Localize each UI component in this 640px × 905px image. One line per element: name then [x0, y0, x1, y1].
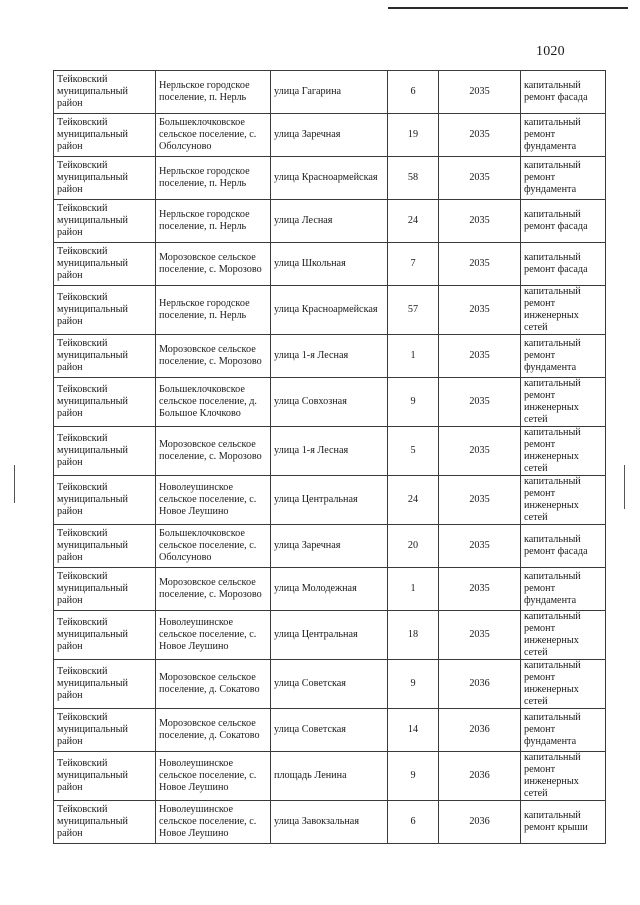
planned-year-cell: 2035 — [439, 476, 521, 525]
work-type-cell: капитальный ремонт инженерных сетей — [521, 611, 606, 660]
district-cell: Тейковский муниципальный район — [54, 752, 156, 801]
table-row — [54, 801, 606, 844]
work-type-cell: капитальный ремонт инженерных сетей — [521, 660, 606, 709]
house-number-cell: 9 — [388, 752, 439, 801]
house-number-cell: 24 — [388, 200, 439, 243]
work-type-cell: капитальный ремонт фасада — [521, 71, 606, 114]
work-type-cell: капитальный ремонт фундамента — [521, 709, 606, 752]
table-row — [54, 378, 606, 427]
planned-year-cell: 2036 — [439, 709, 521, 752]
work-type-cell: капитальный ремонт инженерных сетей — [521, 476, 606, 525]
street-cell: улица Молодежная — [271, 568, 388, 611]
district-cell: Тейковский муниципальный район — [54, 660, 156, 709]
house-number-cell: 20 — [388, 525, 439, 568]
district-cell: Тейковский муниципальный район — [54, 476, 156, 525]
table-row — [54, 286, 606, 335]
settlement-cell: Большеклочковское сельское поселение, с. Оболсуново — [156, 114, 271, 157]
street-cell: улица Заречная — [271, 525, 388, 568]
street-cell: улица Гагарина — [271, 71, 388, 114]
house-number-cell: 6 — [388, 801, 439, 844]
right-margin-mark — [624, 465, 625, 509]
table-row — [54, 752, 606, 801]
house-number-cell: 18 — [388, 611, 439, 660]
district-cell: Тейковский муниципальный район — [54, 71, 156, 114]
table-row — [54, 709, 606, 752]
street-cell: улица Школьная — [271, 243, 388, 286]
table-row — [54, 476, 606, 525]
district-cell: Тейковский муниципальный район — [54, 378, 156, 427]
district-cell: Тейковский муниципальный район — [54, 427, 156, 476]
work-type-cell: капитальный ремонт фасада — [521, 200, 606, 243]
house-number-cell: 19 — [388, 114, 439, 157]
table-row — [54, 660, 606, 709]
settlement-cell: Нерльское городское поселение, п. Нерль — [156, 157, 271, 200]
planned-year-cell: 2035 — [439, 525, 521, 568]
house-number-cell: 9 — [388, 660, 439, 709]
planned-year-cell: 2035 — [439, 611, 521, 660]
street-cell: улица Красноармейская — [271, 286, 388, 335]
header-rule — [388, 7, 628, 9]
street-cell: улица 1-я Лесная — [271, 427, 388, 476]
work-type-cell: капитальный ремонт инженерных сетей — [521, 752, 606, 801]
planned-year-cell: 2035 — [439, 200, 521, 243]
page-number: 1020 — [536, 44, 565, 59]
district-cell: Тейковский муниципальный район — [54, 611, 156, 660]
street-cell: улица Советская — [271, 660, 388, 709]
street-cell: улица Центральная — [271, 476, 388, 525]
table-body — [54, 71, 606, 844]
settlement-cell: Морозовское сельское поселение, д. Сокатово — [156, 709, 271, 752]
settlement-cell: Новолеушинское сельское поселение, с. Новое Леушино — [156, 801, 271, 844]
work-type-cell: капитальный ремонт крыши — [521, 801, 606, 844]
street-cell: улица Красноармейская — [271, 157, 388, 200]
settlement-cell: Морозовское сельское поселение, с. Морозово — [156, 427, 271, 476]
street-cell: улица Советская — [271, 709, 388, 752]
street-cell: улица Заречная — [271, 114, 388, 157]
house-number-cell: 9 — [388, 378, 439, 427]
table-row — [54, 243, 606, 286]
planned-year-cell: 2035 — [439, 71, 521, 114]
settlement-cell: Большеклочковское сельское поселение, д. Большое Клочково — [156, 378, 271, 427]
table-row — [54, 427, 606, 476]
work-type-cell: капитальный ремонт фасада — [521, 243, 606, 286]
settlement-cell: Нерльское городское поселение, п. Нерль — [156, 200, 271, 243]
settlement-cell: Морозовское сельское поселение, с. Морозово — [156, 568, 271, 611]
settlement-cell: Новолеушинское сельское поселение, с. Новое Леушино — [156, 476, 271, 525]
street-cell: улица Совхозная — [271, 378, 388, 427]
settlement-cell: Морозовское сельское поселение, с. Морозово — [156, 335, 271, 378]
work-type-cell: капитальный ремонт инженерных сетей — [521, 378, 606, 427]
left-margin-mark — [14, 465, 15, 503]
settlement-cell: Морозовское сельское поселение, с. Морозово — [156, 243, 271, 286]
settlement-cell: Нерльское городское поселение, п. Нерль — [156, 286, 271, 335]
street-cell: улица Завокзальная — [271, 801, 388, 844]
house-number-cell: 58 — [388, 157, 439, 200]
settlement-cell: Новолеушинское сельское поселение, с. Новое Леушино — [156, 752, 271, 801]
house-number-cell: 1 — [388, 568, 439, 611]
work-type-cell: капитальный ремонт инженерных сетей — [521, 286, 606, 335]
planned-year-cell: 2035 — [439, 157, 521, 200]
table-row — [54, 568, 606, 611]
table-row — [54, 157, 606, 200]
table-row — [54, 335, 606, 378]
work-type-cell: капитальный ремонт фундамента — [521, 114, 606, 157]
planned-year-cell: 2035 — [439, 286, 521, 335]
planned-year-cell: 2035 — [439, 427, 521, 476]
district-cell: Тейковский муниципальный район — [54, 243, 156, 286]
district-cell: Тейковский муниципальный район — [54, 200, 156, 243]
house-number-cell: 7 — [388, 243, 439, 286]
house-number-cell: 24 — [388, 476, 439, 525]
house-number-cell: 5 — [388, 427, 439, 476]
settlement-cell: Большеклочковское сельское поселение, с. Оболсуново — [156, 525, 271, 568]
district-cell: Тейковский муниципальный район — [54, 335, 156, 378]
table-row — [54, 611, 606, 660]
work-type-cell: капитальный ремонт фундамента — [521, 335, 606, 378]
planned-year-cell: 2035 — [439, 243, 521, 286]
repair-schedule-table — [53, 70, 606, 844]
planned-year-cell: 2035 — [439, 335, 521, 378]
street-cell: улица 1-я Лесная — [271, 335, 388, 378]
district-cell: Тейковский муниципальный район — [54, 568, 156, 611]
district-cell: Тейковский муниципальный район — [54, 709, 156, 752]
table-row — [54, 71, 606, 114]
work-type-cell: капитальный ремонт фундамента — [521, 157, 606, 200]
work-type-cell: капитальный ремонт инженерных сетей — [521, 427, 606, 476]
planned-year-cell: 2035 — [439, 114, 521, 157]
work-type-cell: капитальный ремонт фундамента — [521, 568, 606, 611]
street-cell: улица Центральная — [271, 611, 388, 660]
street-cell: площадь Ленина — [271, 752, 388, 801]
settlement-cell: Новолеушинское сельское поселение, с. Новое Леушино — [156, 611, 271, 660]
district-cell: Тейковский муниципальный район — [54, 157, 156, 200]
district-cell: Тейковский муниципальный район — [54, 286, 156, 335]
planned-year-cell: 2035 — [439, 568, 521, 611]
district-cell: Тейковский муниципальный район — [54, 525, 156, 568]
settlement-cell: Морозовское сельское поселение, д. Сокатово — [156, 660, 271, 709]
house-number-cell: 1 — [388, 335, 439, 378]
planned-year-cell: 2036 — [439, 801, 521, 844]
district-cell: Тейковский муниципальный район — [54, 801, 156, 844]
table-row — [54, 114, 606, 157]
table-row — [54, 525, 606, 568]
table-row — [54, 200, 606, 243]
street-cell: улица Лесная — [271, 200, 388, 243]
house-number-cell: 6 — [388, 71, 439, 114]
planned-year-cell: 2036 — [439, 752, 521, 801]
house-number-cell: 14 — [388, 709, 439, 752]
house-number-cell: 57 — [388, 286, 439, 335]
planned-year-cell: 2036 — [439, 660, 521, 709]
work-type-cell: капитальный ремонт фасада — [521, 525, 606, 568]
planned-year-cell: 2035 — [439, 378, 521, 427]
district-cell: Тейковский муниципальный район — [54, 114, 156, 157]
settlement-cell: Нерльское городское поселение, п. Нерль — [156, 71, 271, 114]
